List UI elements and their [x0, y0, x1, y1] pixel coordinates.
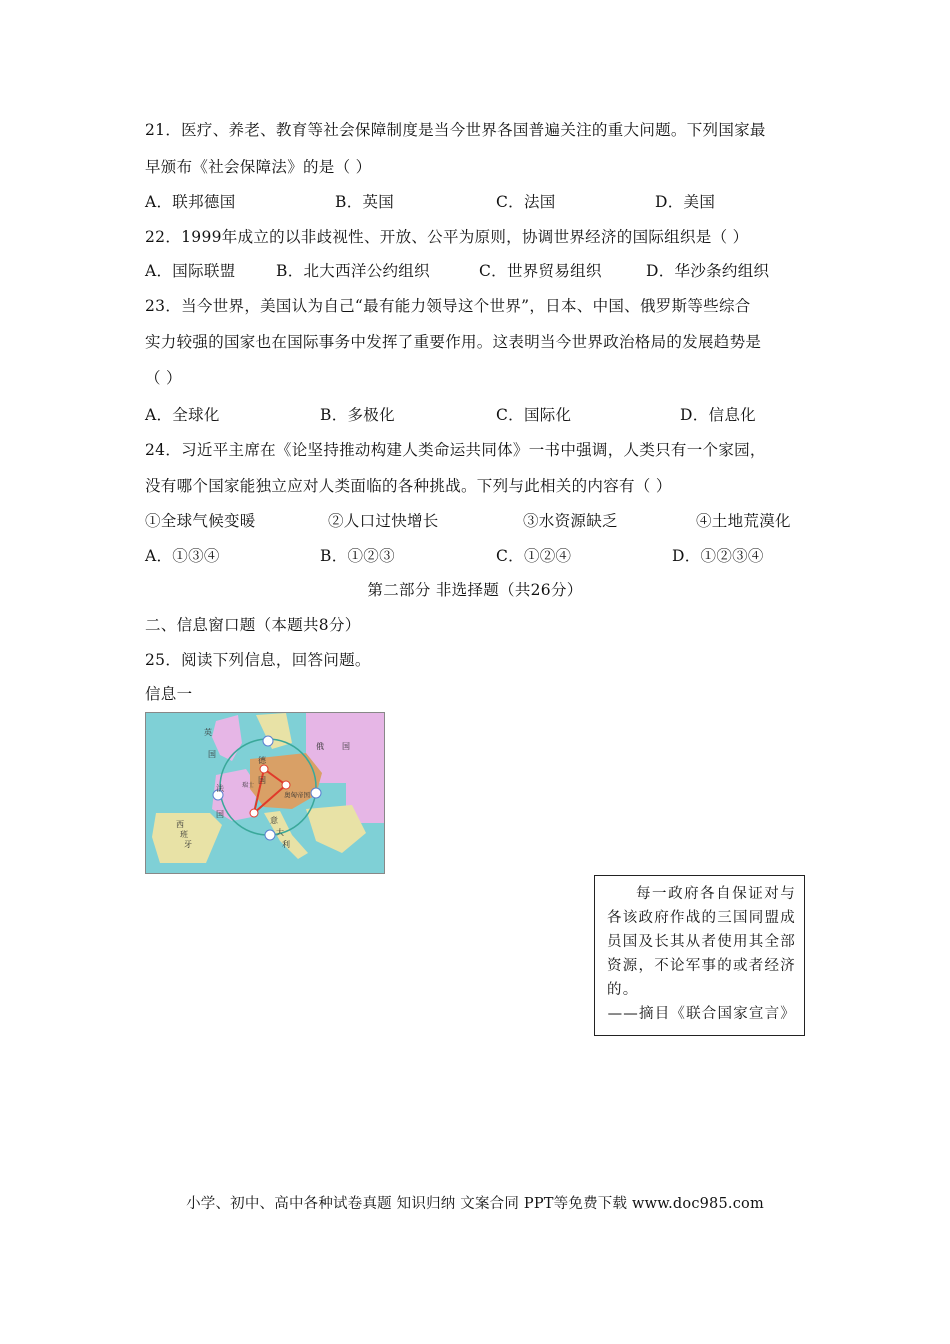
map-label-it-2: 大	[276, 828, 284, 837]
map-node-north	[263, 736, 273, 746]
q21-option-b: B．英国	[335, 193, 395, 211]
q24-item-2: ②人口过快增长	[328, 512, 439, 530]
map-label-ru-2: 国	[342, 742, 350, 751]
q22-option-a: A．国际联盟	[145, 262, 236, 280]
map-label-uk-1: 英	[204, 728, 212, 737]
map-node-south	[265, 830, 275, 840]
map-label-es-1: 西	[176, 820, 184, 829]
map-node-italy	[250, 809, 258, 817]
q21-option-a: A．联邦德国	[145, 193, 236, 211]
q24-option-b: B．①②③	[320, 547, 395, 565]
q23-option-b: B．多极化	[320, 406, 395, 424]
q22-stem-line1: 22．1999年成立的以非歧视性、开放、公平为原则，协调世界经济的国际组织是（ ）	[145, 228, 749, 246]
map-label-de-1: 德	[258, 756, 266, 765]
q25-stem: 25．阅读下列信息，回答问题。	[145, 651, 371, 669]
quote-text: 每一政府各自保证对与各该政府作战的三国同盟成员国及长其从者使用其全部资源，不论军事的或者经济的。	[607, 886, 796, 998]
q23-option-c: C．国际化	[496, 406, 572, 424]
q23-stem-line3: （ ）	[145, 369, 182, 387]
quote-source: ——摘目《联合国家宣言》	[607, 1006, 796, 1022]
map-label-de-2: 国	[258, 776, 266, 785]
map-label-es-2: 班	[180, 830, 188, 839]
part2-title: 第二部分 非选择题（共26分）	[367, 581, 583, 599]
map-label-fr-1: 法	[216, 784, 224, 793]
q21-option-d: D．美国	[655, 193, 716, 211]
quote-box	[594, 875, 805, 1036]
page-footer: 小学、初中、高中各种试卷真题 知识归纳 文案合同 PPT等免费下载 www.doc985.com	[186, 1196, 764, 1212]
map-svg	[146, 713, 384, 873]
q24-option-a: A．①③④	[145, 547, 220, 565]
q23-stem-line1: 23．当今世界，美国认为自己“最有能力领导这个世界”，日本、中国、俄罗斯等些综合	[145, 297, 751, 315]
map-label-it-1: 意	[270, 816, 278, 825]
section-heading: 二、信息窗口题（本题共8分）	[145, 616, 361, 634]
q22-option-b: B．北大西洋公约组织	[276, 262, 430, 280]
q24-option-c: C．①②④	[496, 547, 572, 565]
q23-option-d: D．信息化	[680, 406, 756, 424]
q24-option-d: D．①②③④	[672, 547, 764, 565]
europe-alliance-map	[145, 712, 385, 874]
q24-item-3: ③水资源缺乏	[523, 512, 618, 530]
map-label-ru-1: 俄	[316, 742, 324, 751]
map-label-es-3: 牙	[184, 840, 192, 849]
q24-stem-line1: 24．习近平主席在《论坚持推动构建人类命运共同体》一书中强调，人类只有一个家园，	[145, 441, 766, 459]
q23-option-a: A．全球化	[145, 406, 220, 424]
q21-stem-line1: 21．医疗、养老、教育等社会保障制度是当今世界各国普遍关注的重大问题。下列国家最	[145, 121, 766, 139]
q24-stem-line2: 没有哪个国家能独立应对人类面临的各种挑战。下列与此相关的内容有（ ）	[145, 477, 672, 495]
map-node-austria	[282, 781, 290, 789]
q22-option-d: D．华沙条约组织	[646, 262, 770, 280]
q23-stem-line2: 实力较强的国家也在国际事务中发挥了重要作用。这表明当今世界政治格局的发展趋势是	[145, 333, 762, 351]
q24-item-1: ①全球气候变暖	[145, 512, 256, 530]
map-label-switzerland: 瑞士	[242, 782, 255, 789]
map-node-east	[311, 788, 321, 798]
map-label-uk-2: 国	[208, 750, 216, 759]
q22-option-c: C．世界贸易组织	[479, 262, 602, 280]
q21-stem-line2: 早颁布《社会保障法》的是（ ）	[145, 158, 372, 176]
q21-option-c: C．法国	[496, 193, 556, 211]
map-node-germany	[260, 765, 268, 773]
map-label-austria-hungary: 奥匈帝国	[284, 791, 310, 799]
map-label-fr-2: 国	[216, 810, 224, 819]
info1-label: 信息一	[145, 685, 193, 703]
q24-item-4: ④土地荒漠化	[696, 512, 791, 530]
map-label-it-3: 利	[282, 840, 290, 849]
